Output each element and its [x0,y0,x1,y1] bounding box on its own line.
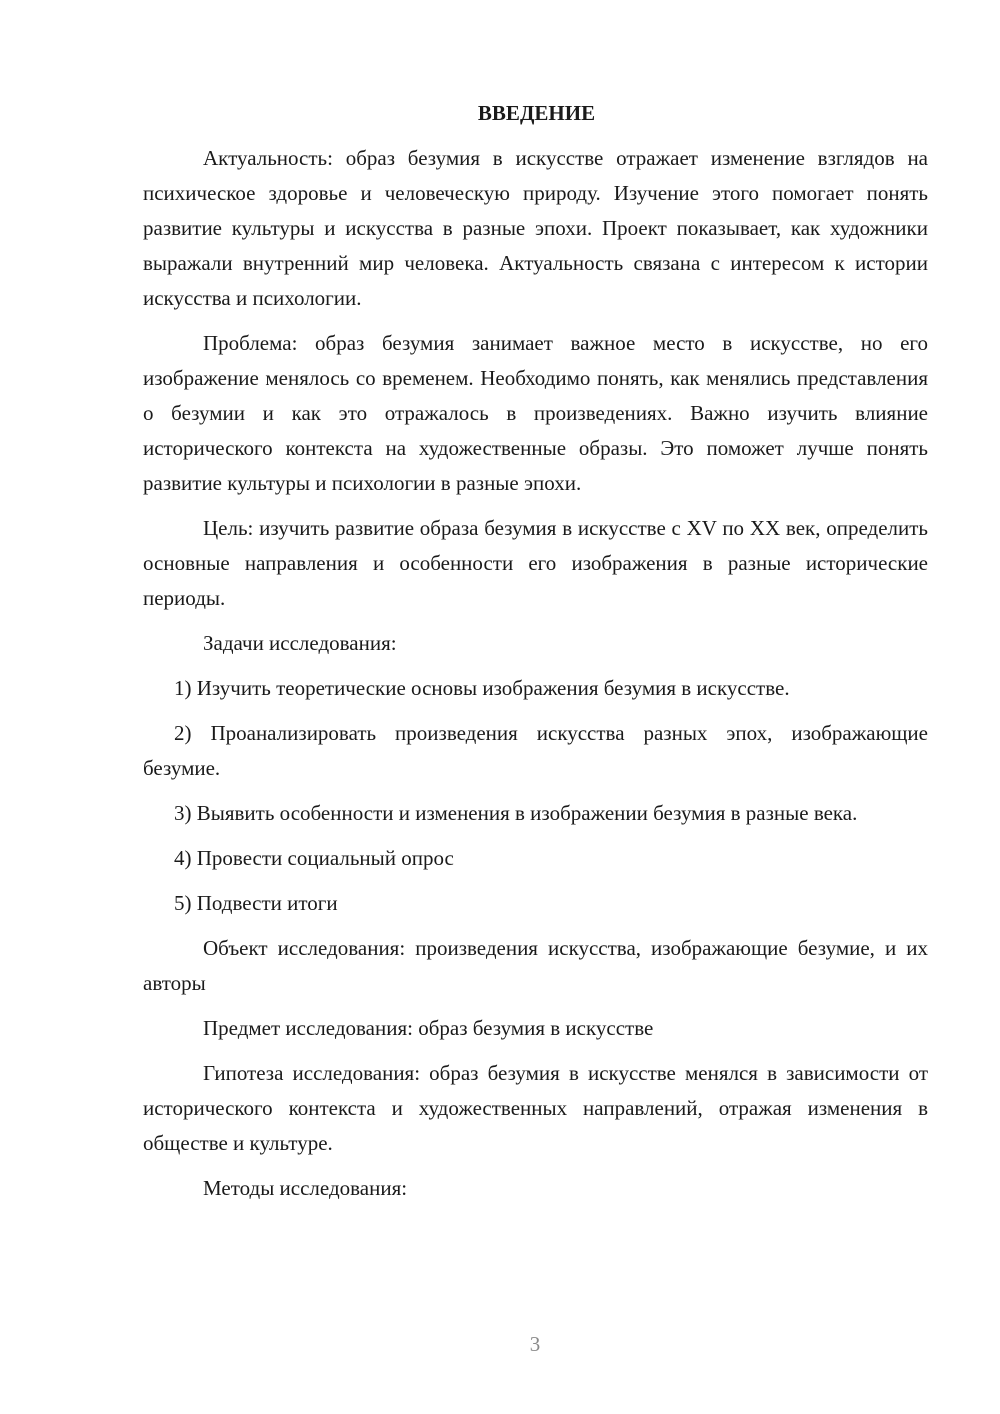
tasks-heading: Задачи исследования: [203,631,397,655]
methods-heading: Методы исследования: [203,1176,408,1200]
task-item-4: 4) Провести социальный опрос [174,846,454,870]
task-item-3: 3) Выявить особенности и изменения в изображении безумия в разные века. [174,801,858,825]
task-item-2: 2) Проанализировать произведения искусства разных эпох, изображающие безумие. [143,721,928,780]
task-item-5: 5) Подвести итоги [174,891,338,915]
page-title: ВВЕДЕНИЕ [477,101,596,125]
paragraph-object: Объект исследования: произведения искусства, изображающие безумие, и их авторы [143,936,928,995]
paragraph-relevance: Актуальность: образ безумия в искусстве отражает изменение взглядов на психическое здоровье и человеческую природу. Изучение этого помогает понять развитие культуры и искусства в разные эпохи. Проект показывает, как художники выражали внутренний мир человека. Актуальность связана с интересом к истории искусства и психологии. [143,146,928,310]
paragraph-hypothesis: Гипотеза исследования: образ безумия в искусстве менялся в зависимости от исторического контекста и художественных направлений, отражая изменения в обществе и культуре. [143,1061,928,1155]
document-page [143,96,928,1216]
page-number: 3 [529,1332,541,1356]
paragraph-problem: Проблема: образ безумия занимает важное место в искусстве, но его изображение менялось со временем. Необходимо понять, как менялись представления о безумии и как это отражалось в произведениях. Важно изучить влияние исторического контекста на художественные образы. Это поможет лучше понять развитие культуры и психологии в разные эпохи. [143,331,928,495]
paragraph-goal: Цель: изучить развитие образа безумия в искусстве с XV по XX век, определить основные направления и особенности его изображения в разные исторические периоды. [143,516,928,610]
paragraph-subject: Предмет исследования: образ безумия в искусстве [203,1016,654,1040]
task-item-1: 1) Изучить теоретические основы изображения безумия в искусстве. [174,676,790,700]
